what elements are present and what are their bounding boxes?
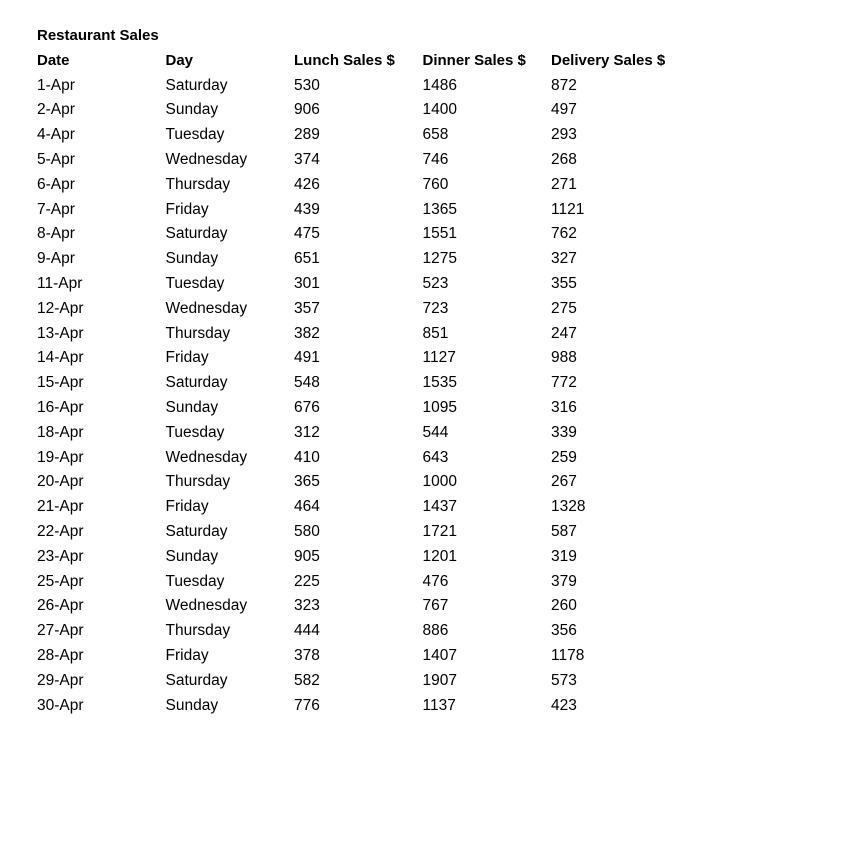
cell-lunch-sales: 378 xyxy=(294,646,320,664)
cell-dinner-sales: 643 xyxy=(422,448,449,466)
cell-day: Wednesday xyxy=(165,448,248,466)
column-header-date: Date xyxy=(37,51,70,69)
cell-delivery-sales: 275 xyxy=(551,299,577,317)
cell-date: 7-Apr xyxy=(37,200,75,218)
cell-delivery-sales: 267 xyxy=(551,473,577,491)
cell-date: 25-Apr xyxy=(37,572,84,590)
table-row xyxy=(37,644,691,669)
table-row xyxy=(37,694,691,719)
cell-dinner-sales: 1127 xyxy=(422,349,456,367)
cell-delivery-sales: 587 xyxy=(551,522,577,540)
cell-delivery-sales: 1178 xyxy=(551,646,585,664)
cell-delivery-sales: 260 xyxy=(551,597,577,615)
cell-lunch-sales: 580 xyxy=(294,522,320,540)
cell-dinner-sales: 544 xyxy=(422,423,449,441)
cell-delivery-sales: 988 xyxy=(551,349,577,367)
cell-delivery-sales: 1328 xyxy=(551,498,586,516)
cell-dinner-sales: 723 xyxy=(422,299,449,317)
table-row xyxy=(37,619,691,644)
cell-dinner-sales: 1551 xyxy=(422,225,457,243)
cell-lunch-sales: 225 xyxy=(294,572,320,590)
cell-lunch-sales: 475 xyxy=(294,225,320,243)
cell-dinner-sales: 1365 xyxy=(422,200,457,218)
cell-day: Tuesday xyxy=(165,572,225,590)
cell-date: 13-Apr xyxy=(37,324,84,342)
cell-lunch-sales: 444 xyxy=(294,622,320,640)
cell-date: 27-Apr xyxy=(37,622,84,640)
cell-lunch-sales: 776 xyxy=(294,696,320,714)
column-header-dinner-sales: Dinner Sales $ xyxy=(422,51,526,69)
table-row xyxy=(37,272,691,297)
cell-day: Saturday xyxy=(165,76,228,94)
cell-date: 6-Apr xyxy=(37,175,75,193)
cell-date: 28-Apr xyxy=(37,646,84,664)
cell-delivery-sales: 319 xyxy=(551,547,577,565)
table-row xyxy=(37,346,691,371)
table-row xyxy=(37,396,691,421)
table-row xyxy=(37,247,691,272)
table-row xyxy=(37,520,691,545)
table-row xyxy=(37,222,691,247)
cell-date: 8-Apr xyxy=(37,225,75,243)
cell-lunch-sales: 365 xyxy=(294,473,320,491)
table-row xyxy=(37,123,691,148)
cell-delivery-sales: 316 xyxy=(551,398,577,416)
cell-date: 11-Apr xyxy=(37,274,83,292)
cell-date: 15-Apr xyxy=(37,374,84,392)
cell-lunch-sales: 651 xyxy=(294,250,320,268)
cell-dinner-sales: 767 xyxy=(422,597,449,615)
cell-dinner-sales: 1095 xyxy=(422,398,457,416)
cell-lunch-sales: 582 xyxy=(294,671,320,689)
cell-day: Saturday xyxy=(165,374,228,392)
column-header-delivery-sales: Delivery Sales $ xyxy=(551,51,666,69)
sales-sheet xyxy=(37,24,691,718)
column-header-lunch-sales: Lunch Sales $ xyxy=(294,51,395,69)
cell-date: 4-Apr xyxy=(37,126,75,144)
cell-dinner-sales: 523 xyxy=(422,274,449,292)
cell-delivery-sales: 356 xyxy=(551,622,577,640)
table-row xyxy=(37,198,691,223)
cell-lunch-sales: 548 xyxy=(294,374,320,392)
sheet-title: Restaurant Sales xyxy=(37,27,159,44)
cell-day: Friday xyxy=(165,349,209,367)
cell-day: Friday xyxy=(165,200,209,218)
cell-date: 22-Apr xyxy=(37,522,84,540)
table-row xyxy=(37,669,691,694)
cell-dinner-sales: 476 xyxy=(422,572,449,590)
cell-day: Thursday xyxy=(165,175,231,193)
table-row xyxy=(37,148,691,173)
cell-delivery-sales: 327 xyxy=(551,250,577,268)
cell-lunch-sales: 357 xyxy=(294,299,320,317)
cell-day: Saturday xyxy=(165,671,228,689)
cell-dinner-sales: 1400 xyxy=(422,101,457,119)
cell-date: 5-Apr xyxy=(37,150,75,168)
cell-day: Thursday xyxy=(165,622,231,640)
cell-lunch-sales: 374 xyxy=(294,150,320,168)
table-row xyxy=(37,322,691,347)
cell-date: 29-Apr xyxy=(37,671,84,689)
cell-date: 1-Apr xyxy=(37,76,75,94)
cell-date: 20-Apr xyxy=(37,473,84,491)
cell-date: 23-Apr xyxy=(37,547,84,565)
column-header-day: Day xyxy=(165,51,194,69)
cell-lunch-sales: 312 xyxy=(294,423,320,441)
cell-lunch-sales: 906 xyxy=(294,101,320,119)
table-row xyxy=(37,495,691,520)
cell-lunch-sales: 676 xyxy=(294,398,320,416)
cell-delivery-sales: 355 xyxy=(551,274,577,292)
cell-delivery-sales: 573 xyxy=(551,671,577,689)
cell-day: Wednesday xyxy=(165,299,248,317)
cell-lunch-sales: 410 xyxy=(294,448,320,466)
cell-date: 26-Apr xyxy=(37,597,84,615)
cell-lunch-sales: 464 xyxy=(294,498,320,516)
table-body xyxy=(37,74,691,719)
table-row xyxy=(37,371,691,396)
cell-day: Sunday xyxy=(165,101,219,119)
cell-date: 14-Apr xyxy=(37,349,84,367)
cell-delivery-sales: 872 xyxy=(551,76,577,94)
cell-day: Tuesday xyxy=(165,274,225,292)
cell-lunch-sales: 426 xyxy=(294,175,320,193)
cell-lunch-sales: 382 xyxy=(294,324,320,342)
table-row xyxy=(37,173,691,198)
cell-date: 12-Apr xyxy=(37,299,84,317)
cell-day: Wednesday xyxy=(165,150,248,168)
cell-day: Friday xyxy=(165,646,209,664)
cell-day: Sunday xyxy=(165,547,219,565)
cell-date: 21-Apr xyxy=(37,498,84,516)
table-row xyxy=(37,98,691,123)
cell-date: 2-Apr xyxy=(37,101,75,119)
cell-day: Tuesday xyxy=(165,423,225,441)
cell-lunch-sales: 323 xyxy=(294,597,320,615)
sales-table xyxy=(37,49,691,719)
table-row xyxy=(37,594,691,619)
table-row xyxy=(37,470,691,495)
cell-dinner-sales: 851 xyxy=(422,324,449,342)
table-row xyxy=(37,446,691,471)
cell-dinner-sales: 658 xyxy=(422,126,449,144)
cell-lunch-sales: 491 xyxy=(294,349,320,367)
cell-delivery-sales: 423 xyxy=(551,696,577,714)
cell-lunch-sales: 301 xyxy=(294,274,320,292)
cell-dinner-sales: 1907 xyxy=(422,671,457,689)
cell-lunch-sales: 289 xyxy=(294,126,320,144)
cell-day: Friday xyxy=(165,498,209,516)
cell-dinner-sales: 1721 xyxy=(422,522,457,540)
cell-delivery-sales: 1121 xyxy=(551,200,585,218)
cell-dinner-sales: 1275 xyxy=(422,250,457,268)
cell-day: Tuesday xyxy=(165,126,225,144)
cell-delivery-sales: 271 xyxy=(551,175,577,193)
cell-delivery-sales: 268 xyxy=(551,150,577,168)
cell-day: Sunday xyxy=(165,398,219,416)
cell-lunch-sales: 905 xyxy=(294,547,320,565)
table-row xyxy=(37,297,691,322)
cell-dinner-sales: 1535 xyxy=(422,374,457,392)
cell-day: Thursday xyxy=(165,324,231,342)
cell-dinner-sales: 1201 xyxy=(422,547,457,565)
table-row xyxy=(37,570,691,595)
cell-dinner-sales: 1137 xyxy=(422,696,456,714)
cell-dinner-sales: 1437 xyxy=(422,498,457,516)
cell-lunch-sales: 530 xyxy=(294,76,320,94)
cell-day: Sunday xyxy=(165,250,219,268)
cell-dinner-sales: 1000 xyxy=(422,473,457,491)
cell-dinner-sales: 886 xyxy=(422,622,449,640)
cell-day: Saturday xyxy=(165,522,228,540)
cell-date: 30-Apr xyxy=(37,696,84,714)
cell-date: 18-Apr xyxy=(37,423,84,441)
cell-dinner-sales: 746 xyxy=(422,150,449,168)
table-row xyxy=(37,74,691,99)
cell-delivery-sales: 293 xyxy=(551,126,577,144)
cell-dinner-sales: 1486 xyxy=(422,76,457,94)
cell-day: Sunday xyxy=(165,696,219,714)
cell-lunch-sales: 439 xyxy=(294,200,320,218)
cell-delivery-sales: 772 xyxy=(551,374,577,392)
cell-day: Thursday xyxy=(165,473,231,491)
cell-dinner-sales: 760 xyxy=(422,175,449,193)
cell-dinner-sales: 1407 xyxy=(422,646,457,664)
cell-delivery-sales: 339 xyxy=(551,423,577,441)
table-row xyxy=(37,545,691,570)
cell-delivery-sales: 247 xyxy=(551,324,577,342)
cell-delivery-sales: 497 xyxy=(551,101,577,119)
cell-delivery-sales: 259 xyxy=(551,448,577,466)
header-row xyxy=(37,49,691,74)
cell-date: 19-Apr xyxy=(37,448,84,466)
cell-delivery-sales: 379 xyxy=(551,572,577,590)
table-row xyxy=(37,421,691,446)
cell-date: 16-Apr xyxy=(37,398,84,416)
cell-delivery-sales: 762 xyxy=(551,225,577,243)
cell-day: Wednesday xyxy=(165,597,248,615)
cell-day: Saturday xyxy=(165,225,228,243)
cell-date: 9-Apr xyxy=(37,250,75,268)
